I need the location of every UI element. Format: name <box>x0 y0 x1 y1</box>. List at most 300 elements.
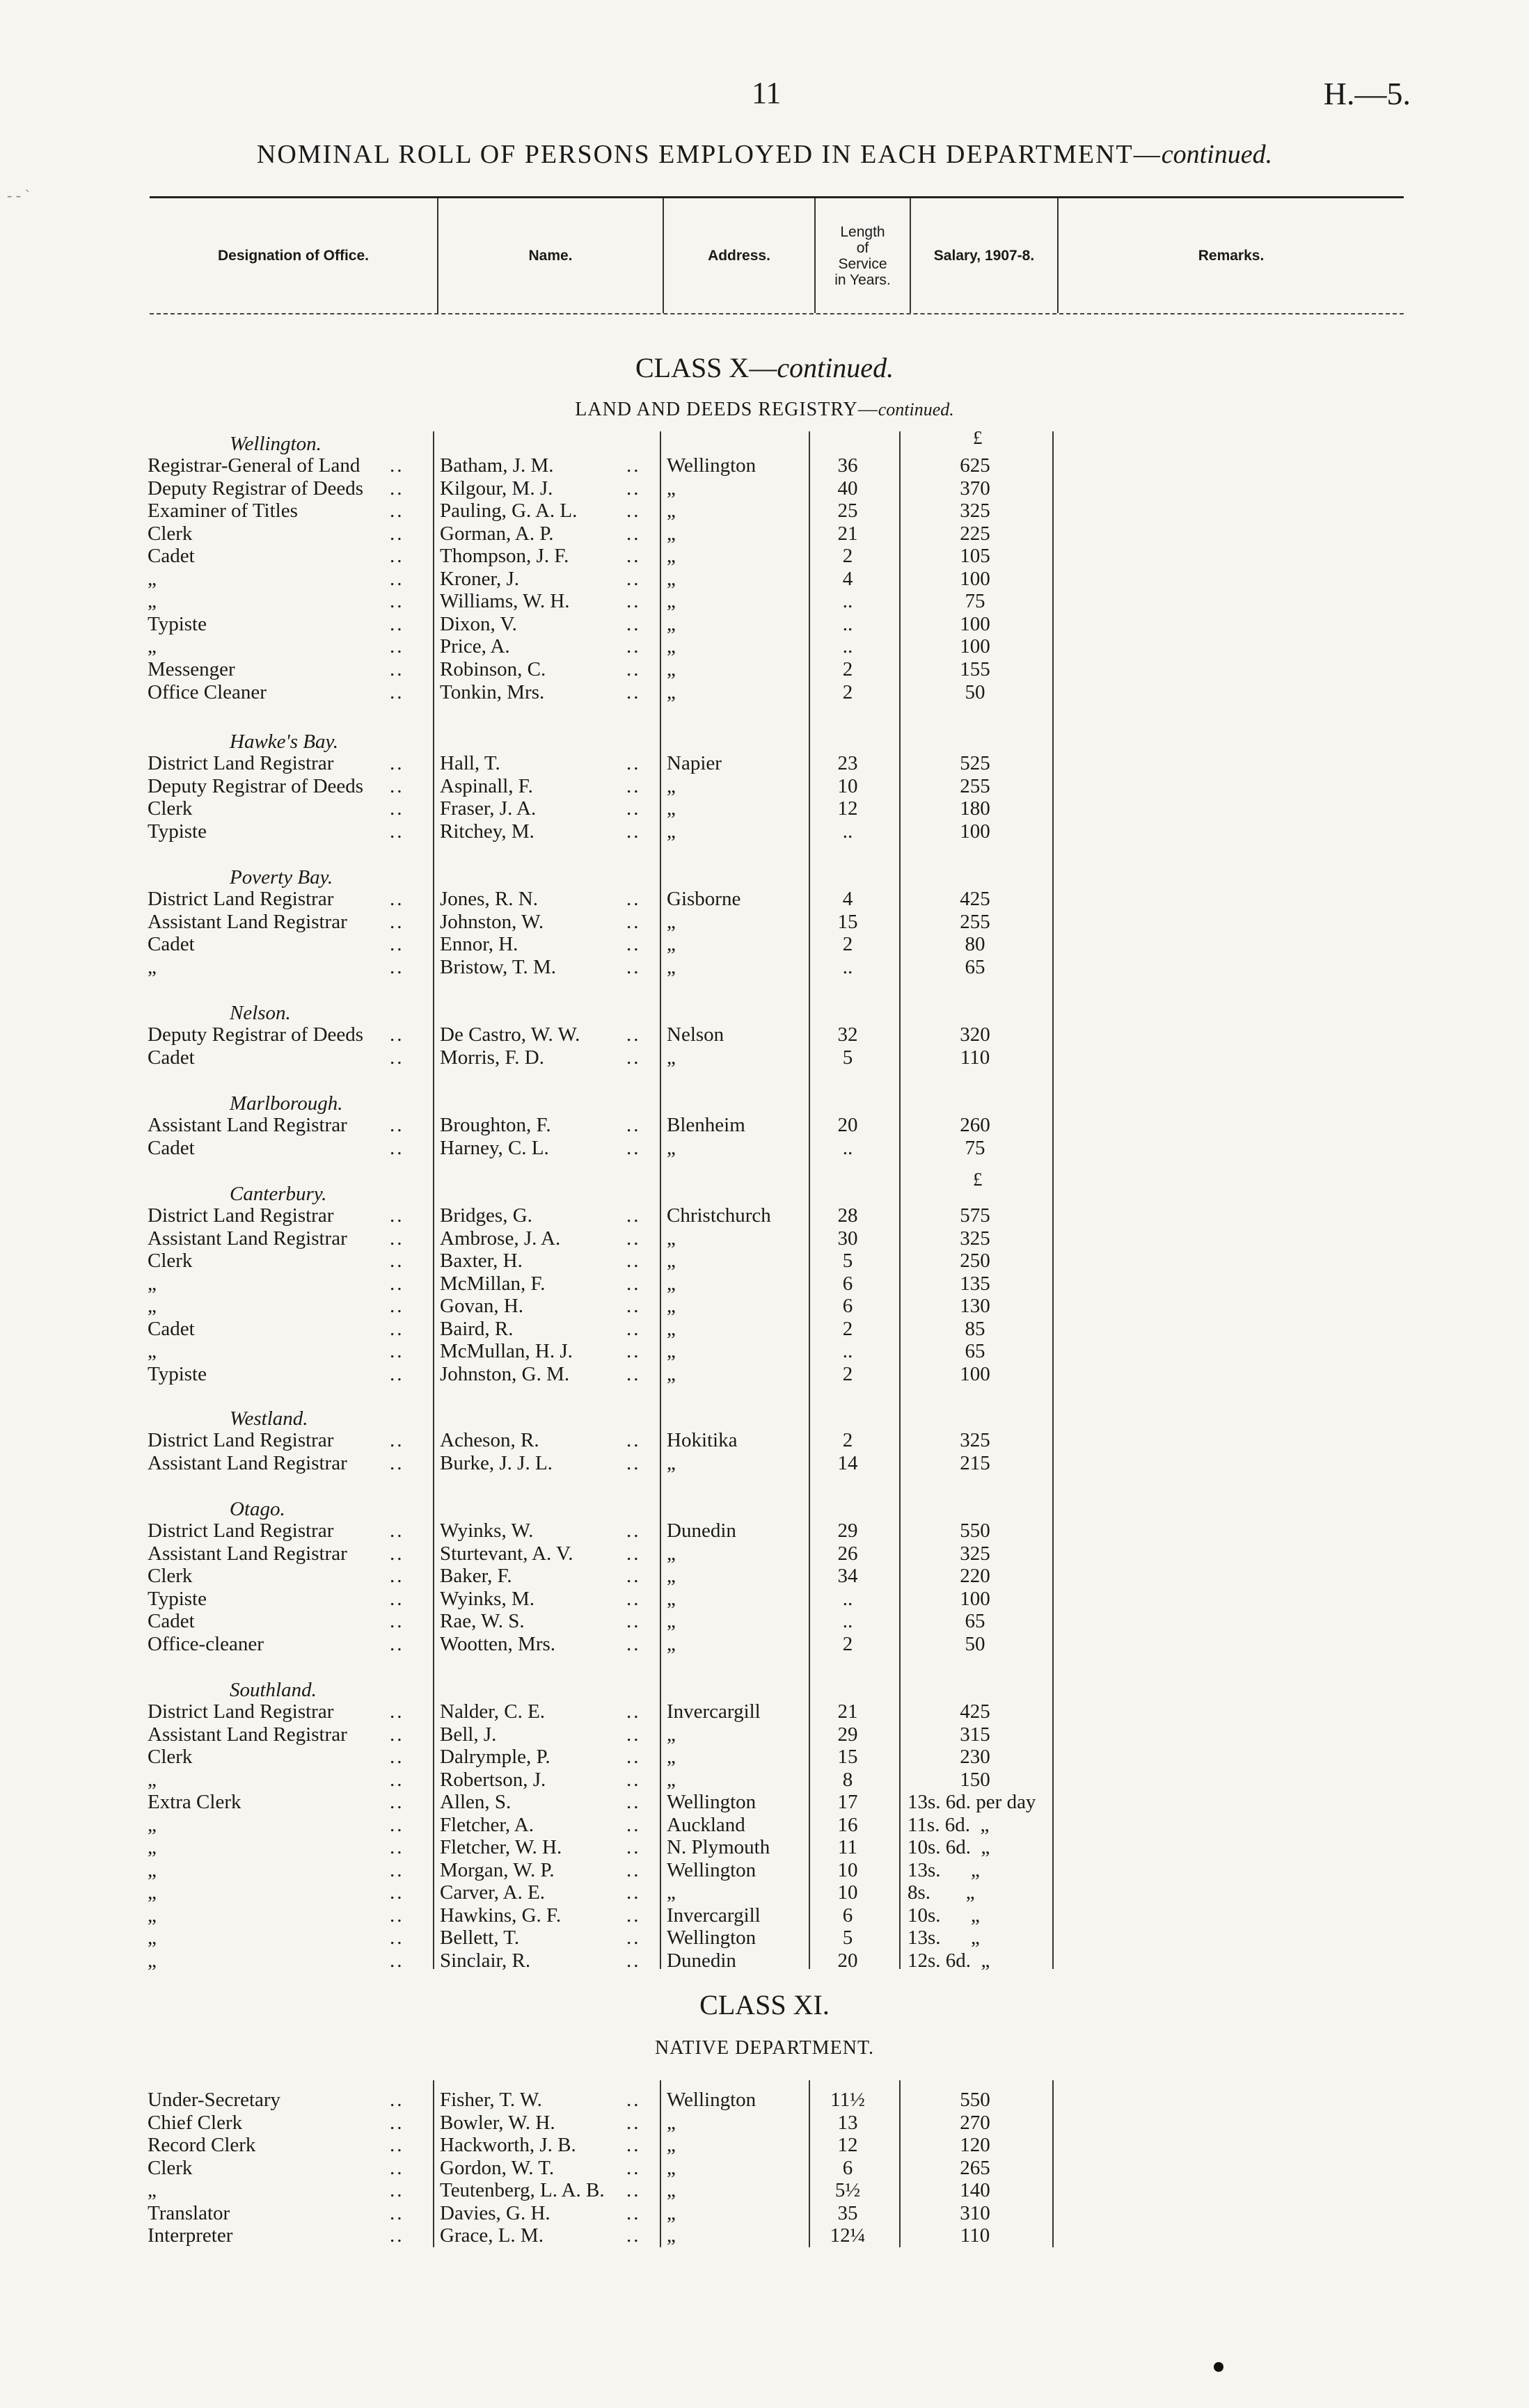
address-cell: „ <box>667 1363 676 1385</box>
salary-cell: 220 <box>960 1565 990 1587</box>
address-cell: „ <box>667 1610 676 1632</box>
service-years-cell: 6 <box>842 2157 853 2179</box>
designation-cell: Cadet <box>148 1318 195 1340</box>
leader-dots: .. <box>626 888 641 910</box>
leader-dots: .. <box>626 2134 641 2156</box>
salary-cell: 13s. „ <box>908 1927 980 1949</box>
designation-cell: Assistant Land Registrar <box>148 911 347 933</box>
leader-dots: .. <box>390 1836 404 1858</box>
service-years-cell: 10 <box>837 775 858 797</box>
name-cell: Ritchey, M. <box>440 820 534 843</box>
table-row <box>0 1949 1529 1972</box>
leader-dots: .. <box>390 1429 404 1451</box>
name-cell: Acheson, R. <box>440 1429 539 1451</box>
leader-dots: .. <box>390 1610 404 1632</box>
address-cell: „ <box>667 1588 676 1610</box>
salary-cell: 315 <box>960 1723 990 1746</box>
designation-cell: Chief Clerk <box>148 2112 243 2134</box>
salary-cell: 425 <box>960 888 990 910</box>
service-years-cell: 36 <box>837 454 858 477</box>
leader-dots: .. <box>626 775 641 797</box>
designation-cell: District Land Registrar <box>148 1520 334 1542</box>
salary-cell: 135 <box>960 1273 990 1295</box>
salary-cell: 310 <box>960 2202 990 2224</box>
address-cell: Wellington <box>667 1859 756 1881</box>
name-cell: Bell, J. <box>440 1723 497 1746</box>
table-row <box>0 658 1529 680</box>
address-cell: „ <box>667 658 676 680</box>
table-row <box>0 1452 1529 1474</box>
leader-dots: .. <box>390 681 404 703</box>
table-row <box>0 681 1529 703</box>
service-years-cell: 5½ <box>834 2179 861 2201</box>
address-cell: Christchurch <box>667 1204 771 1227</box>
address-cell: Dunedin <box>667 1520 736 1542</box>
name-cell: Morris, F. D. <box>440 1046 544 1069</box>
name-cell: Sturtevant, A. V. <box>440 1542 573 1565</box>
name-cell: Hackworth, J. B. <box>440 2134 576 2156</box>
name-cell: Burke, J. J. L. <box>440 1452 553 1474</box>
name-cell: Johnston, G. M. <box>440 1363 570 1385</box>
document-id: H.—5. <box>1323 76 1411 111</box>
salary-cell: 215 <box>960 1452 990 1474</box>
table-row <box>0 1023 1529 1046</box>
name-cell: Baxter, H. <box>440 1250 523 1272</box>
page-dot <box>1214 2362 1223 2372</box>
leader-dots: .. <box>626 1363 641 1385</box>
salary-cell: 525 <box>960 752 990 774</box>
salary-cell: 10s. „ <box>908 1904 980 1927</box>
address-cell: Wellington <box>667 454 756 477</box>
salary-cell: 105 <box>960 545 990 567</box>
service-years-cell: 29 <box>837 1520 858 1542</box>
designation-cell: Clerk <box>148 2157 193 2179</box>
service-years-cell: 11½ <box>830 2089 865 2111</box>
leader-dots: .. <box>390 1520 404 1542</box>
leader-dots: .. <box>626 1610 641 1632</box>
address-cell: Wellington <box>667 1927 756 1949</box>
leader-dots: .. <box>626 1250 641 1272</box>
salary-cell: 11s. 6d. „ <box>908 1814 990 1836</box>
address-cell: Invercargill <box>667 1904 761 1927</box>
leader-dots: .. <box>626 477 641 500</box>
leader-dots: .. <box>626 613 641 635</box>
table-row <box>0 1318 1529 1340</box>
address-cell: „ <box>667 1723 676 1746</box>
designation-cell: „ <box>148 1836 157 1858</box>
leader-dots: .. <box>390 1295 404 1317</box>
leader-dots: .. <box>390 1137 404 1159</box>
leader-dots: .. <box>390 1746 404 1768</box>
service-years-cell: 12 <box>837 797 858 820</box>
service-years-cell: 2 <box>842 1318 853 1340</box>
name-cell: Thompson, J. F. <box>440 545 569 567</box>
leader-dots: .. <box>390 2134 404 2156</box>
leader-dots: .. <box>626 1137 641 1159</box>
address-cell: „ <box>667 1318 676 1340</box>
service-years-cell: 28 <box>837 1204 858 1227</box>
designation-cell: Deputy Registrar of Deeds <box>148 477 364 500</box>
salary-cell: 325 <box>960 500 990 522</box>
service-years-cell: 21 <box>837 523 858 545</box>
table-row <box>0 1814 1529 1836</box>
designation-cell: Assistant Land Registrar <box>148 1114 347 1136</box>
name-cell: McMullan, H. J. <box>440 1340 573 1362</box>
leader-dots: .. <box>390 1949 404 1972</box>
salary-cell: 370 <box>960 477 990 500</box>
designation-cell: Cadet <box>148 933 195 955</box>
service-years-cell: 2 <box>842 1633 853 1655</box>
address-cell: Dunedin <box>667 1949 736 1972</box>
designation-cell: Clerk <box>148 1565 193 1587</box>
leader-dots: .. <box>626 911 641 933</box>
designation-cell: Cadet <box>148 1137 195 1159</box>
leader-dots: .. <box>626 1588 641 1610</box>
leader-dots: .. <box>626 1429 641 1451</box>
column-rule <box>1052 2080 1054 2247</box>
service-years-cell: 23 <box>837 752 858 774</box>
margin-mark: - - ˋ <box>7 186 30 204</box>
table-row <box>0 2112 1529 2134</box>
address-cell: „ <box>667 775 676 797</box>
address-cell: „ <box>667 911 676 933</box>
designation-cell: Record Clerk <box>148 2134 256 2156</box>
designation-cell: „ <box>148 1859 157 1881</box>
designation-cell: Typiste <box>148 613 207 635</box>
header-remarks: Remarks. <box>1198 247 1265 264</box>
leader-dots: .. <box>626 797 641 820</box>
address-cell: „ <box>667 1565 676 1587</box>
address-cell: „ <box>667 1340 676 1362</box>
service-years-cell: 10 <box>837 1859 858 1881</box>
designation-cell: „ <box>148 568 157 590</box>
salary-cell: 65 <box>965 1340 985 1362</box>
leader-dots: .. <box>390 1542 404 1565</box>
column-rule <box>660 2080 661 2247</box>
leader-dots: .. <box>626 1904 641 1927</box>
address-cell: „ <box>667 500 676 522</box>
designation-cell: Cadet <box>148 1046 195 1069</box>
salary-cell: 80 <box>965 933 985 955</box>
name-cell: Robertson, J. <box>440 1769 546 1791</box>
designation-cell: Clerk <box>148 1250 193 1272</box>
leader-dots: .. <box>390 1791 404 1813</box>
name-cell: Fletcher, W. H. <box>440 1836 562 1858</box>
header-salary: Salary, 1907-8. <box>911 198 1059 313</box>
address-cell: „ <box>667 545 676 567</box>
name-cell: Bristow, T. M. <box>440 956 557 978</box>
designation-cell: Office Cleaner <box>148 681 267 703</box>
service-years-cell: 20 <box>837 1949 858 1972</box>
leader-dots: .. <box>390 1700 404 1723</box>
salary-cell: 260 <box>960 1114 990 1136</box>
leader-dots: .. <box>626 1046 641 1069</box>
leader-dots: .. <box>626 752 641 774</box>
leader-dots: .. <box>626 1723 641 1746</box>
table-row <box>0 1791 1529 1813</box>
leader-dots: .. <box>390 1723 404 1746</box>
address-cell: „ <box>667 2134 676 2156</box>
leader-dots: .. <box>626 1927 641 1949</box>
leader-dots: .. <box>390 1769 404 1791</box>
leader-dots: .. <box>390 1046 404 1069</box>
name-cell: Fisher, T. W. <box>440 2089 542 2111</box>
name-cell: De Castro, W. W. <box>440 1023 580 1046</box>
salary-cell: 140 <box>960 2179 990 2201</box>
leader-dots: .. <box>390 1452 404 1474</box>
address-cell: „ <box>667 1227 676 1250</box>
column-rule <box>433 431 434 1969</box>
designation-cell: „ <box>148 1904 157 1927</box>
page-title: NOMINAL ROLL OF PERSONS EMPLOYED IN EACH DEPARTMENT—continued. <box>256 140 1273 169</box>
name-cell: McMillan, F. <box>440 1273 546 1295</box>
service-years-cell: 2 <box>842 1429 853 1451</box>
salary-cell: 100 <box>960 635 990 657</box>
table-row <box>0 545 1529 567</box>
leader-dots: .. <box>626 590 641 612</box>
name-cell: Broughton, F. <box>440 1114 551 1136</box>
service-years-cell: 25 <box>837 500 858 522</box>
designation-cell: Deputy Registrar of Deeds <box>148 1023 364 1046</box>
table-row <box>0 1429 1529 1451</box>
table-row <box>0 1927 1529 1949</box>
address-cell: „ <box>667 933 676 955</box>
address-cell: N. Plymouth <box>667 1836 770 1858</box>
table-row <box>0 2089 1529 2111</box>
service-years-cell: 2 <box>842 658 853 680</box>
table-row <box>0 956 1529 978</box>
designation-cell: „ <box>148 1881 157 1904</box>
leader-dots: .. <box>390 1881 404 1904</box>
address-cell: „ <box>667 1746 676 1768</box>
salary-cell: 320 <box>960 1023 990 1046</box>
name-cell: Ennor, H. <box>440 933 518 955</box>
service-years-cell: 12¼ <box>830 2224 866 2247</box>
name-cell: Wootten, Mrs. <box>440 1633 556 1655</box>
name-cell: Hall, T. <box>440 752 500 774</box>
leader-dots: .. <box>390 888 404 910</box>
designation-cell: Extra Clerk <box>148 1791 241 1813</box>
designation-cell: District Land Registrar <box>148 1700 334 1723</box>
leader-dots: .. <box>626 1204 641 1227</box>
salary-cell: 110 <box>960 1046 990 1069</box>
salary-cell: 155 <box>960 658 990 680</box>
service-years-cell: 2 <box>842 545 853 567</box>
service-years-cell: 26 <box>837 1542 858 1565</box>
leader-dots: .. <box>626 523 641 545</box>
table-row <box>0 1520 1529 1542</box>
leader-dots: .. <box>390 1204 404 1227</box>
leader-dots: .. <box>626 820 641 843</box>
address-cell: „ <box>667 1046 676 1069</box>
region-heading: Westland. <box>230 1408 308 1430</box>
address-cell: „ <box>667 2112 676 2134</box>
leader-dots: .. <box>626 658 641 680</box>
service-years-cell: 5 <box>842 1046 853 1069</box>
address-cell: „ <box>667 2179 676 2201</box>
salary-cell: 550 <box>960 2089 990 2111</box>
leader-dots: .. <box>390 590 404 612</box>
leader-dots: .. <box>626 2224 641 2247</box>
table-row <box>0 1046 1529 1069</box>
designation-cell: District Land Registrar <box>148 1204 334 1227</box>
class-xi-heading: CLASS XI. <box>699 1989 830 2020</box>
designation-cell: Clerk <box>148 523 193 545</box>
designation-cell: Typiste <box>148 820 207 843</box>
leader-dots: .. <box>390 1340 404 1362</box>
salary-cell: 13s. 6d. per day <box>908 1791 1036 1813</box>
leader-dots: .. <box>390 1250 404 1272</box>
leader-dots: .. <box>626 1023 641 1046</box>
region-heading: Marlborough. <box>230 1092 343 1115</box>
region-heading: Otago. <box>230 1498 285 1520</box>
name-cell: Bowler, W. H. <box>440 2112 555 2134</box>
table-row <box>0 635 1529 657</box>
salary-cell: 325 <box>960 1227 990 1250</box>
salary-cell: 10s. 6d. „ <box>908 1836 990 1858</box>
service-years-cell: 5 <box>842 1250 853 1272</box>
leader-dots: .. <box>626 2112 641 2134</box>
designation-cell: District Land Registrar <box>148 1429 334 1451</box>
address-cell: Wellington <box>667 2089 756 2111</box>
designation-cell: Messenger <box>148 658 235 680</box>
service-years-cell: 20 <box>837 1114 858 1136</box>
table-row <box>0 1542 1529 1565</box>
name-cell: Govan, H. <box>440 1295 524 1317</box>
address-cell: Gisborne <box>667 888 741 910</box>
leader-dots: .. <box>390 2202 404 2224</box>
leader-dots: .. <box>390 797 404 820</box>
column-rule <box>899 2080 901 2247</box>
table-row <box>0 888 1529 910</box>
leader-dots: .. <box>626 635 641 657</box>
name-cell: Nalder, C. E. <box>440 1700 546 1723</box>
salary-cell: 50 <box>965 681 985 703</box>
leader-dots: .. <box>390 911 404 933</box>
designation-cell: Assistant Land Registrar <box>148 1452 347 1474</box>
name-cell: Fraser, J. A. <box>440 797 537 820</box>
leader-dots: .. <box>390 1273 404 1295</box>
leader-dots: .. <box>390 1859 404 1881</box>
leader-dots: .. <box>626 933 641 955</box>
address-cell: „ <box>667 635 676 657</box>
name-cell: Kroner, J. <box>440 568 520 590</box>
leader-dots: .. <box>626 454 641 477</box>
designation-cell: Clerk <box>148 1746 193 1768</box>
salary-cell: 255 <box>960 775 990 797</box>
header-designation: Designation of Office. <box>150 198 438 313</box>
column-rule <box>899 431 901 1969</box>
leader-dots: .. <box>390 1023 404 1046</box>
leader-dots: .. <box>626 545 641 567</box>
leader-dots: .. <box>626 1340 641 1362</box>
address-cell: Blenheim <box>667 1114 745 1136</box>
service-years-cell: 21 <box>837 1700 858 1723</box>
leader-dots: .. <box>390 820 404 843</box>
address-cell: „ <box>667 1769 676 1791</box>
table-row <box>0 1836 1529 1858</box>
service-years-cell: 34 <box>837 1565 858 1587</box>
name-cell: Grace, L. M. <box>440 2224 544 2247</box>
salary-cell: 270 <box>960 2112 990 2134</box>
table-row <box>0 1363 1529 1385</box>
designation-cell: District Land Registrar <box>148 888 334 910</box>
leader-dots: .. <box>390 1114 404 1136</box>
name-cell: Ambrose, J. A. <box>440 1227 561 1250</box>
table-row <box>0 820 1529 843</box>
leader-dots: .. <box>390 545 404 567</box>
salary-cell: 65 <box>965 1610 985 1632</box>
leader-dots: .. <box>626 1949 641 1972</box>
salary-cell: 250 <box>960 1250 990 1272</box>
designation-cell: „ <box>148 1769 157 1791</box>
address-cell: „ <box>667 681 676 703</box>
address-cell: „ <box>667 820 676 843</box>
address-cell: „ <box>667 1250 676 1272</box>
address-cell: „ <box>667 1452 676 1474</box>
designation-cell: Assistant Land Registrar <box>148 1723 347 1746</box>
leader-dots: .. <box>626 2202 641 2224</box>
salary-cell: 13s. „ <box>908 1859 980 1881</box>
service-years-cell: 32 <box>837 1023 858 1046</box>
service-years-cell: 6 <box>842 1295 853 1317</box>
table-row <box>0 797 1529 820</box>
address-cell: „ <box>667 523 676 545</box>
address-cell: „ <box>667 2224 676 2247</box>
salary-cell: 575 <box>960 1204 990 1227</box>
salary-cell: 255 <box>960 911 990 933</box>
address-cell: „ <box>667 797 676 820</box>
salary-cell: 230 <box>960 1746 990 1768</box>
leader-dots: .. <box>390 2179 404 2201</box>
table-row <box>0 933 1529 955</box>
land-deeds-registry-heading: LAND AND DEEDS REGISTRY—continued. <box>575 399 954 420</box>
address-cell: Hokitika <box>667 1429 738 1451</box>
leader-dots: .. <box>390 658 404 680</box>
designation-cell: „ <box>148 1949 157 1972</box>
region-heading: Wellington. <box>230 433 322 455</box>
leader-dots: .. <box>626 1881 641 1904</box>
table-row <box>0 1723 1529 1746</box>
column-rule <box>433 2080 434 2247</box>
service-years-cell: 16 <box>837 1814 858 1836</box>
salary-cell: 50 <box>965 1633 985 1655</box>
name-cell: Hawkins, G. F. <box>440 1904 562 1927</box>
service-years-cell: 10 <box>837 1881 858 1904</box>
table-row <box>0 1295 1529 1317</box>
name-cell: Bellett, T. <box>440 1927 520 1949</box>
name-cell: Aspinall, F. <box>440 775 533 797</box>
service-years-cell: 8 <box>842 1769 853 1791</box>
leader-dots: .. <box>626 1791 641 1813</box>
name-cell: Sinclair, R. <box>440 1949 531 1972</box>
address-cell: „ <box>667 1633 676 1655</box>
leader-dots: .. <box>390 1227 404 1250</box>
address-cell: „ <box>667 1542 676 1565</box>
service-years-cell: 6 <box>842 1904 853 1927</box>
designation-cell: Cadet <box>148 1610 195 1632</box>
region-heading: Nelson. <box>230 1002 291 1024</box>
table-row <box>0 1137 1529 1159</box>
designation-cell: Cadet <box>148 545 195 567</box>
service-years-cell: 5 <box>842 1927 853 1949</box>
address-cell: „ <box>667 1295 676 1317</box>
table-row <box>0 775 1529 797</box>
salary-cell: 180 <box>960 797 990 820</box>
leader-dots: .. <box>626 1859 641 1881</box>
address-cell: „ <box>667 613 676 635</box>
designation-cell: Registrar-General of Land <box>148 454 361 477</box>
